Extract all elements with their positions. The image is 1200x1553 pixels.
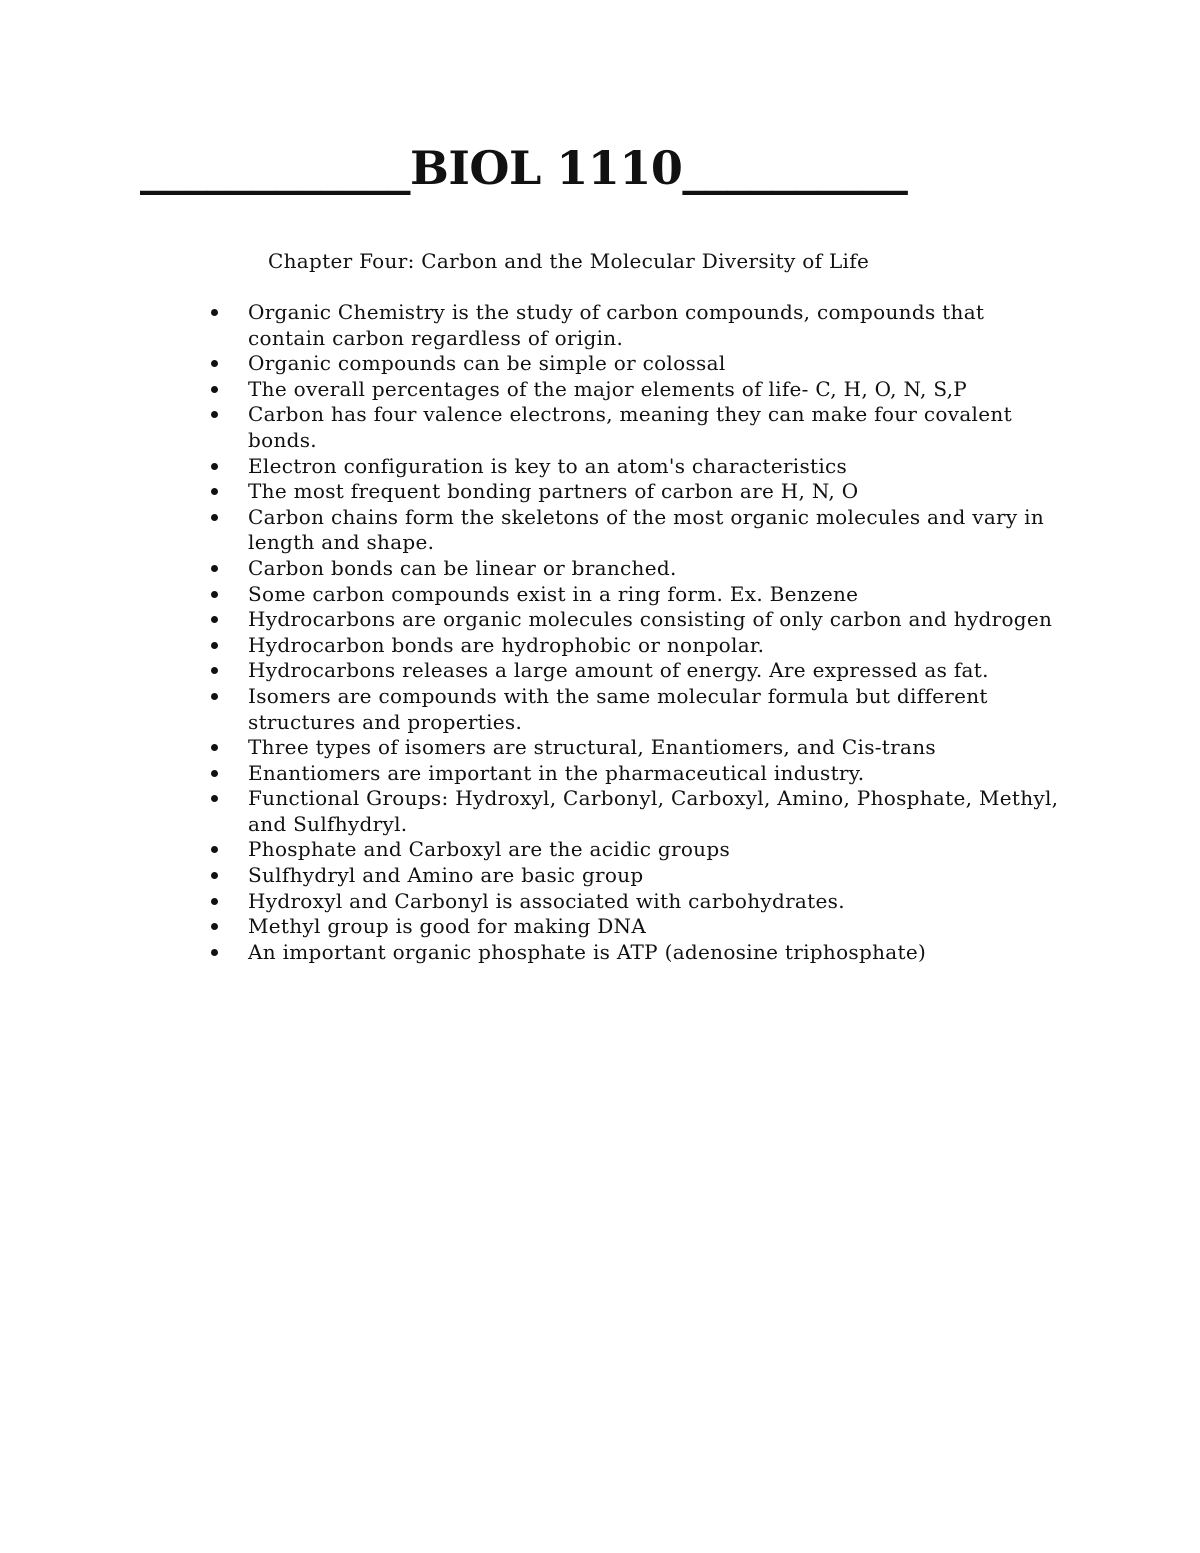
list-item (200, 658, 1080, 684)
list-item-text: Carbon bonds can be linear or branched. (248, 555, 677, 580)
bullet-icon (211, 693, 218, 700)
list-item (200, 402, 1080, 453)
list-item-text: Three types of isomers are structural, Enantiomers, and Cis-trans (248, 735, 936, 760)
bullet-icon (211, 488, 218, 495)
list-item-text: Functional Groups: Hydroxyl, Carbonyl, Carboxyl, Amino, Phosphate, Methyl, and Sulfhydryl. (248, 786, 1059, 836)
bullet-icon (211, 795, 218, 802)
list-item-text: Phosphate and Carboxyl are the acidic groups (248, 837, 731, 862)
list-item (200, 837, 1080, 863)
list-item-text: Carbon chains form the skeletons of the most organic molecules and vary in length and shape. (248, 504, 1045, 555)
list-item-text: Sulfhydryl and Amino are basic group (248, 863, 644, 888)
list-item-text: The most frequent bonding partners of carbon are H, N, O (248, 479, 859, 504)
list-item-text: Hydroxyl and Carbonyl is associated with carbohydrates. (248, 888, 845, 913)
bullet-icon (211, 667, 218, 674)
bullet-icon (211, 923, 218, 930)
bullet-icon (211, 872, 218, 879)
list-item-text: The overall percentages of the major elements of life- C, H, O, N, S,P (248, 376, 968, 401)
list-item (200, 735, 1080, 761)
bullet-icon (211, 514, 218, 521)
bullet-icon (211, 770, 218, 777)
list-item-text: Organic compounds can be simple or colossal (248, 351, 726, 376)
list-item (200, 351, 1080, 377)
bullet-icon (211, 411, 218, 418)
list-item (200, 300, 1080, 351)
bullet-icon (211, 463, 218, 470)
bullet-icon (211, 591, 218, 598)
list-item (200, 684, 1080, 735)
list-item (200, 633, 1080, 659)
list-item (200, 863, 1080, 889)
bullet-icon (211, 309, 218, 316)
chapter-subtitle: Chapter Four: Carbon and the Molecular Diversity of Life (268, 249, 870, 273)
list-item (200, 940, 1080, 966)
list-item (200, 505, 1080, 556)
document-title: ____________BIOL 1110__________ (140, 141, 908, 195)
list-item (200, 761, 1080, 787)
list-item (200, 914, 1080, 940)
list-item (200, 786, 1080, 837)
bullet-list (200, 300, 1080, 965)
list-item (200, 454, 1080, 480)
list-item-text: Enantiomers are important in the pharmaceutical industry. (248, 760, 865, 785)
list-item-text: Hydrocarbons are organic molecules consisting of only carbon and hydrogen (248, 607, 1053, 632)
bullet-icon (211, 949, 218, 956)
list-item-text: Methyl group is good for making DNA (248, 914, 647, 939)
list-item (200, 889, 1080, 915)
bullet-icon (211, 360, 218, 367)
list-item-text: Electron configuration is key to an atom's characteristics (248, 453, 848, 478)
bullet-icon (211, 642, 218, 649)
bullet-icon (211, 898, 218, 905)
bullet-icon (211, 846, 218, 853)
bullet-icon (211, 616, 218, 623)
list-item-text: Organic Chemistry is the study of carbon compounds, compounds that contain carbon regardless of origin. (248, 300, 985, 350)
bullet-icon (211, 744, 218, 751)
list-item (200, 377, 1080, 403)
list-item-text: Hydrocarbon bonds are hydrophobic or nonpolar. (248, 632, 765, 657)
list-item (200, 607, 1080, 633)
list-item (200, 479, 1080, 505)
bullet-icon (211, 565, 218, 572)
list-item-text: An important organic phosphate is ATP (adenosine triphosphate) (248, 939, 927, 964)
list-item (200, 582, 1080, 608)
list-item-text: Carbon has four valence electrons, meaning they can make four covalent bonds. (248, 402, 1012, 452)
list-item-text: Some carbon compounds exist in a ring form. Ex. Benzene (248, 581, 859, 606)
list-item (200, 556, 1080, 582)
list-item-text: Isomers are compounds with the same molecular formula but different structures and properties. (248, 683, 988, 734)
bullet-icon (211, 386, 218, 393)
list-item-text: Hydrocarbons releases a large amount of energy. Are expressed as fat. (248, 658, 989, 683)
